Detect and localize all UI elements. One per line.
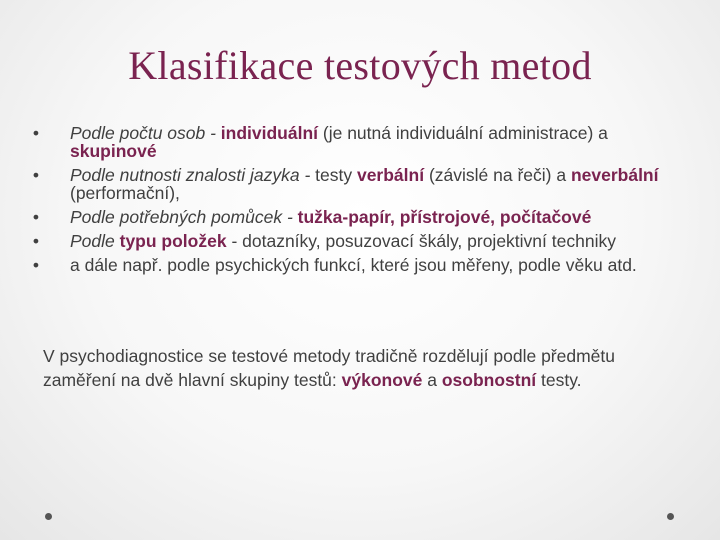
decorative-dot-left: [45, 513, 52, 520]
bullet-text-segment: Podle: [70, 231, 120, 251]
bullet-marker: •: [32, 255, 40, 275]
bullet-text-segment: (závislé na řeči) a: [424, 165, 571, 185]
bullet-text-segment: Podle počtu osob -: [70, 123, 221, 143]
bullet-marker: •: [32, 123, 40, 143]
bullet-marker: •: [32, 231, 40, 251]
paragraph-text-segment: osobnostní: [441, 370, 537, 390]
bullet-text-segment: typu položek: [119, 231, 227, 251]
slide-title: Klasifikace testových metod: [128, 43, 592, 88]
paragraph-text-segment: testy.: [536, 370, 582, 390]
bullet-item: [28, 124, 688, 160]
bullet-text-segment: individuální: [220, 123, 319, 143]
bullet-text-segment: Podle nutnosti znalosti jazyka -: [70, 165, 316, 185]
bullet-item: [28, 166, 688, 202]
bullet-text-segment: verbální: [356, 165, 425, 185]
decorative-dot-right: [667, 513, 674, 520]
bullet-text-segment: (je nutná individuální administrace) a: [318, 123, 608, 143]
paragraph-text-segment: V psychodiagnostice se testové metody tradičně rozdělují podle předmětu zaměření na dvě hlavní skupiny testů:: [43, 346, 615, 390]
bullet-text-segment: tužka-papír, přístrojové, počítačové: [297, 207, 592, 227]
bullet-list: [28, 124, 688, 280]
bullet-text-segment: testy: [315, 165, 357, 185]
bullet-text-segment: Podle potřebných pomůcek -: [70, 207, 298, 227]
paragraph-text-segment: výkonové: [341, 370, 423, 390]
bullet-text-segment: (performační),: [70, 183, 180, 203]
bullet-text-segment: - dotazníky, posuzovací škály, projektivní techniky: [226, 231, 616, 251]
bullet-marker: •: [32, 207, 40, 227]
bullet-text-segment: a dále např. podle psychických funkcí, které jsou měřeny, podle věku atd.: [70, 255, 637, 275]
bullet-item: [28, 208, 688, 226]
bullet-text-segment: neverbální: [570, 165, 659, 185]
bullet-text-segment: skupinové: [70, 141, 157, 161]
paragraph-text-segment: a: [422, 370, 442, 390]
bullet-item: [28, 232, 688, 250]
summary-paragraph: [43, 344, 683, 392]
bullet-marker: •: [32, 165, 40, 185]
bullet-item: [28, 256, 688, 274]
